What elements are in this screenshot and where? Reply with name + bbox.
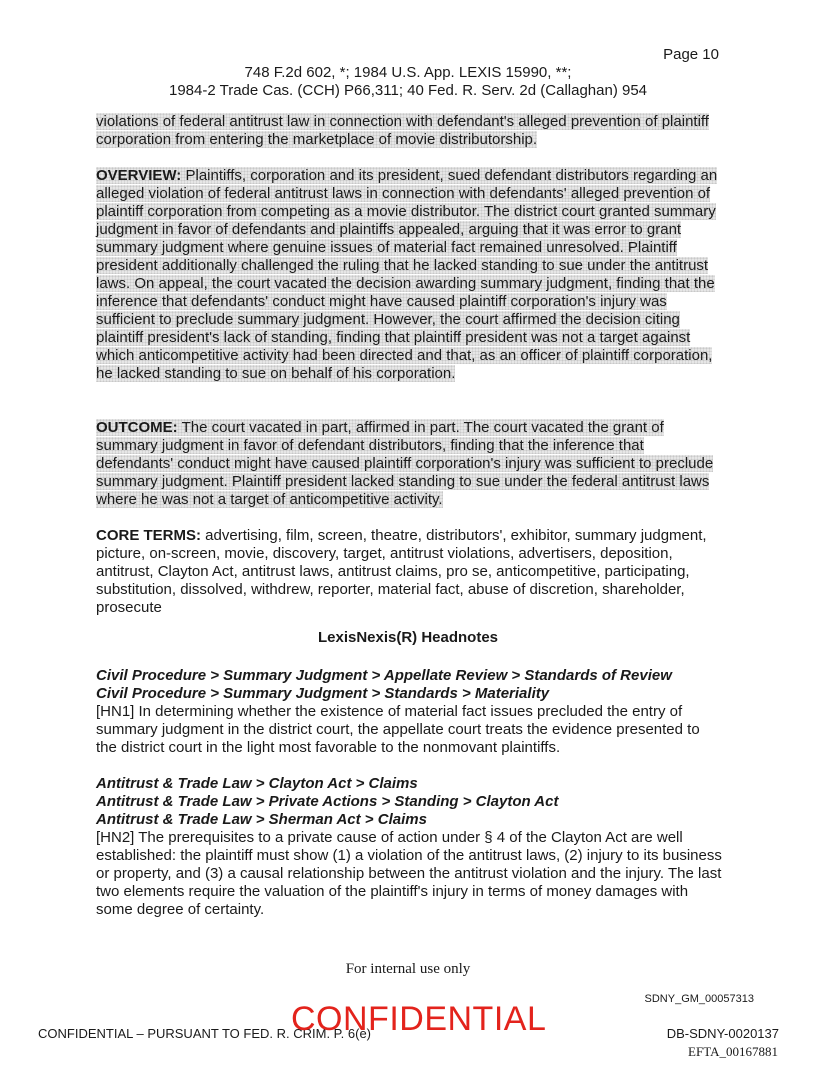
overview-label: OVERVIEW: <box>96 167 182 184</box>
summary-text: violations of federal antitrust law in connection with defendant's alleged prevention of plaintiff corporation from entering the marketplace of movie distributorship. <box>96 113 709 148</box>
summary-paragraph <box>96 113 722 149</box>
bates-number-sdny-gm: SDNY_GM_00057313 <box>644 993 754 1005</box>
bates-number-db-sdny: DB-SDNY-0020137 <box>666 1026 779 1041</box>
confidential-stamp: CONFIDENTIAL <box>291 1000 547 1038</box>
citation-line-1: 748 F.2d 602, *; 1984 U.S. App. LEXIS 15990, **; <box>244 64 572 81</box>
headnote-2-text: [HN2] The prerequisites to a private cause of action under § 4 of the Clayton Act are well established: the plaintiff must show (1) a violation of the antitrust laws, (2) injury to its business or property, and (3) a causal relationship between the antitrust violation and the injury. The last two elements require the valuation of the plaintiff's injury in terms of money damages with some degree of certainty. <box>96 829 722 918</box>
headnotes-title: LexisNexis(R) Headnotes <box>317 629 499 646</box>
core-terms-text: advertising, film, screen, theatre, distributors', exhibitor, summary judgment, picture, on-screen, movie, discovery, target, antitrust violations, advertisers, deposition, antitrust, Clayton Act, antitrust laws, antitrust claims, pro se, anticompetitive, participating, substitution, dissolved, withdrew, reporter, material fact, abuse of discretion, shareholder, prosecute <box>96 527 707 616</box>
headnote-1-path-2: Civil Procedure > Summary Judgment > Standards > Materiality <box>96 685 550 702</box>
core-terms-section <box>96 527 722 617</box>
overview-section <box>96 167 722 383</box>
outcome-text: The court vacated in part, affirmed in part. The court vacated the grant of summary judgment in favor of defendant distributors, finding that the inference that defendants' conduct might have caused plaintiff corporation's injury was sufficient to preclude summary judgment. Plaintiff president lacked standing to sue under the federal antitrust laws where he was not a target of anticompetitive activity. <box>96 419 714 508</box>
core-terms-label: CORE TERMS: <box>96 527 201 544</box>
headnote-2-path-1: Antitrust & Trade Law > Clayton Act > Claims <box>96 775 418 792</box>
headnote-2-path-3: Antitrust & Trade Law > Sherman Act > Claims <box>96 811 427 828</box>
outcome-section <box>96 419 722 509</box>
headnote-1 <box>96 667 722 757</box>
headnote-1-path-1: Civil Procedure > Summary Judgment > Appellate Review > Standards of Review <box>96 667 672 684</box>
citation-line-2: 1984-2 Trade Cas. (CCH) P66,311; 40 Fed. R. Serv. 2d (Callaghan) 954 <box>168 82 648 99</box>
headnote-2 <box>96 775 722 919</box>
outcome-label: OUTCOME: <box>96 419 178 436</box>
confidential-notice: CONFIDENTIAL – PURSUANT TO FED. R. CRIM. P. 6(e) <box>38 1026 372 1041</box>
headnote-2-path-2: Antitrust & Trade Law > Private Actions > Standing > Clayton Act <box>96 793 559 810</box>
overview-text: Plaintiffs, corporation and its president, sued defendant distributors regarding an alleged violation of federal antitrust laws in connection with defendants' alleged prevention of plaintiff corporation from competing as a movie distributor. The district court granted summary judgment in favor of defendants and plaintiffs appealed, arguing that it was error to grant summary judgment where genuine issues of material fact remained unresolved. Plaintiff president additionally challenged the ruling that he lacked standing to sue under the antitrust laws. On appeal, the court vacated the decision awarding summary judgment, finding that the inference that defendants' conduct might have caused plaintiff corporation's injury was sufficient to preclude summary judgment. However, the court affirmed the decision citing plaintiff president's lack of standing, finding that plaintiff president was not a target against which anticompetitive activity had been directed and that, as an officer of plaintiff corporation, he lacked standing to sue on behalf of his corporation. <box>96 167 718 382</box>
internal-use-note: For internal use only <box>345 961 471 977</box>
efta-number: EFTA_00167881 <box>688 1044 778 1059</box>
page-number: Page 10 <box>663 46 719 63</box>
headnote-1-text: [HN1] In determining whether the existence of material fact issues precluded the entry of summary judgment in the district court, the appellate court treats the evidence presented to the district court in the light most favorable to the nonmovant plaintiffs. <box>96 703 700 756</box>
